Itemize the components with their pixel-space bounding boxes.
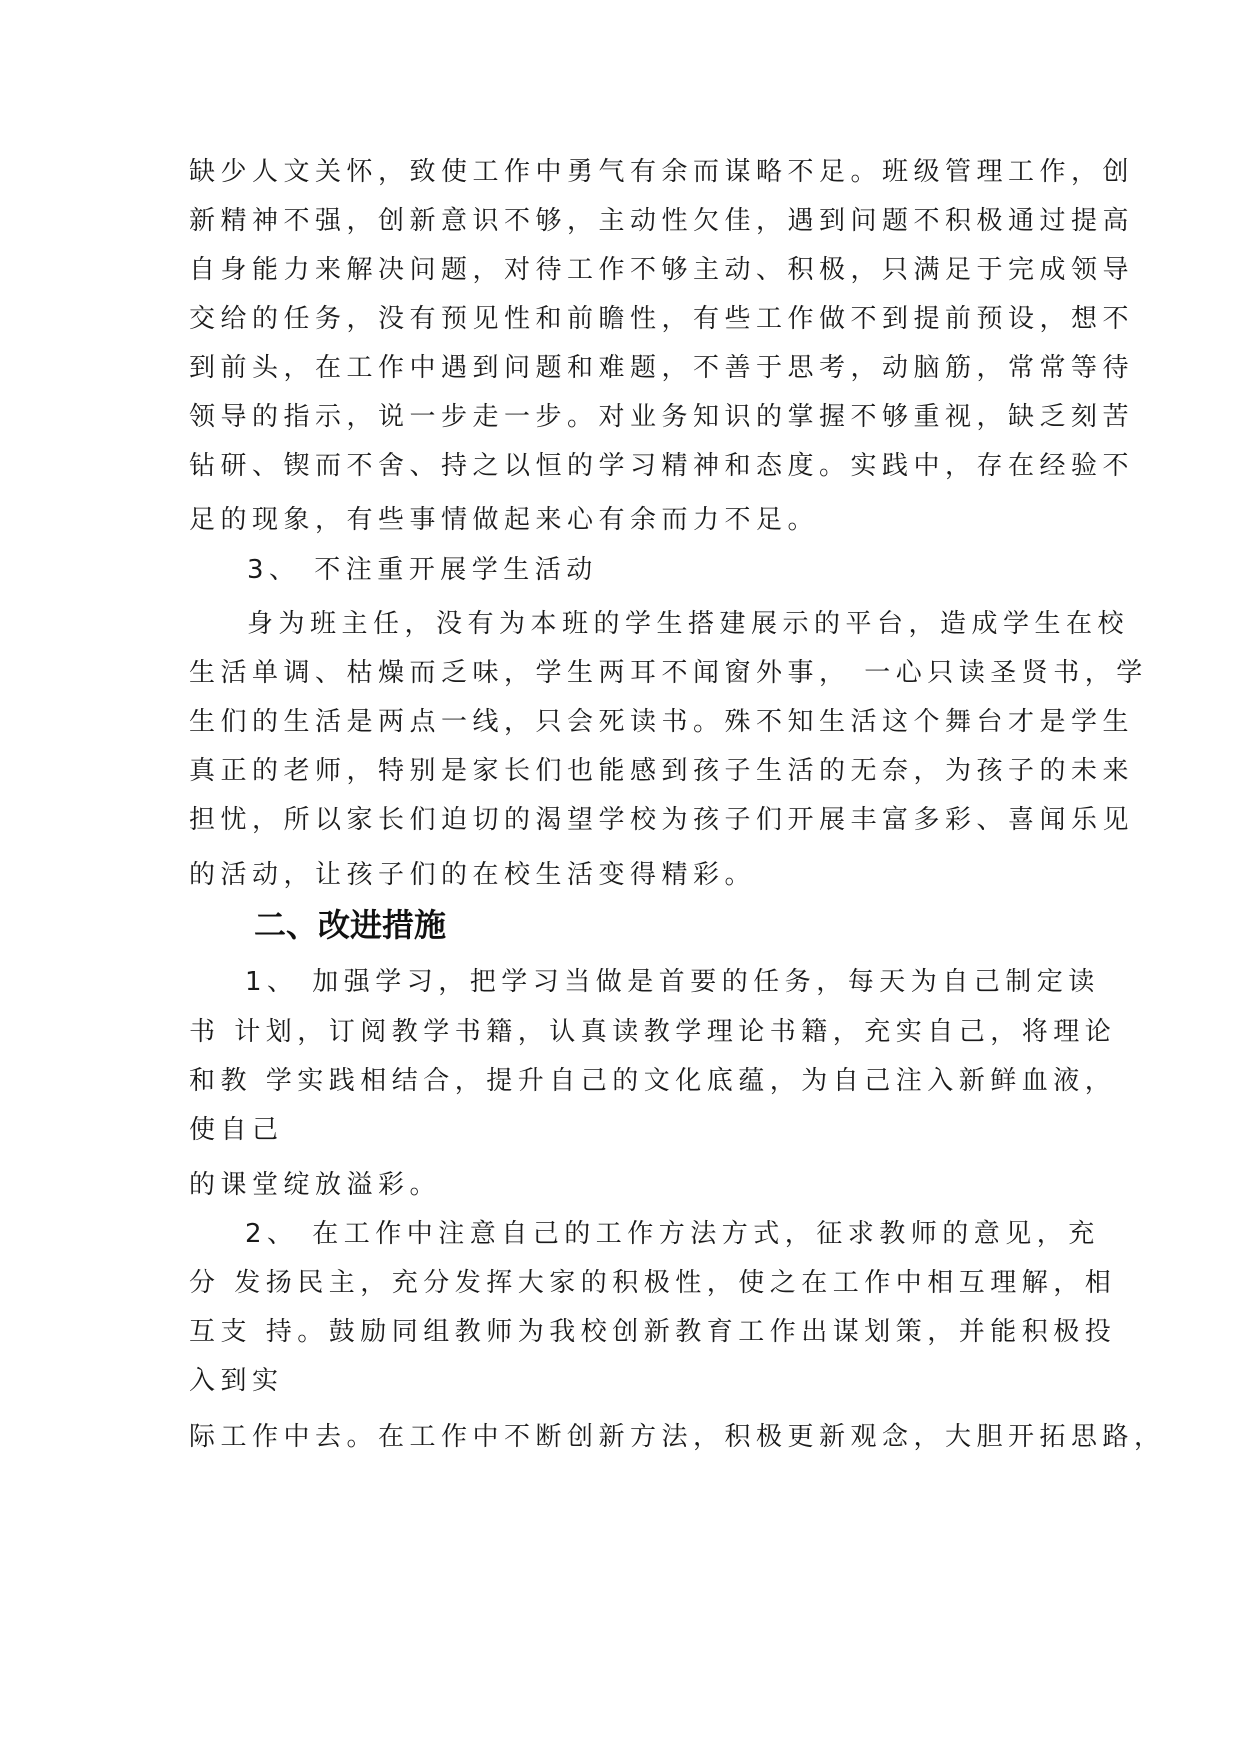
body-line: 担忧，所以家长们迫切的渴望学校为孩子们开展丰富多彩、喜闻乐见 <box>189 805 1135 835</box>
subsection-title: 3、 不注重开展学生活动 <box>247 555 598 585</box>
body-line: 身为班主任，没有为本班的学生搭建展示的平台，造成学生在校 <box>247 609 1130 639</box>
section-heading: 二、改进措施 <box>254 906 447 944</box>
body-line: 缺少人文关怀，致使工作中勇气有余而谋略不足。班级管理工作，创 <box>189 157 1135 187</box>
body-line: 际工作中去。在工作中不断创新方法，积极更新观念，大胆开拓思路， <box>189 1422 1166 1452</box>
body-line: 新精神不强，创新意识不够，主动性欠佳，遇到问题不积极通过提高 <box>189 206 1135 236</box>
body-line: 的活动，让孩子们的在校生活变得精彩。 <box>189 860 757 890</box>
body-line: 使自己 <box>189 1115 284 1145</box>
body-line: 真正的老师，特别是家长们也能感到孩子生活的无奈，为孩子的未来 <box>189 756 1135 786</box>
body-line: 生们的生活是两点一线，只会死读书。殊不知生活这个舞台才是学生 <box>189 707 1135 737</box>
body-line: 的课堂绽放溢彩。 <box>189 1170 442 1200</box>
body-line: 和教 学实践相结合，提升自己的文化底蕴，为自己注入新鲜血液， <box>189 1066 1117 1096</box>
body-line: 足的现象，有些事情做起来心有余而力不足。 <box>189 505 820 535</box>
body-line: 2、 在工作中注意自己的工作方法方式，征求教师的意见，充 <box>245 1219 1100 1249</box>
body-line: 分 发扬民主，充分发挥大家的积极性，使之在工作中相互理解，相 <box>189 1268 1117 1298</box>
body-line: 领导的指示，说一步走一步。对业务知识的掌握不够重视，缺乏刻苦 <box>189 402 1135 432</box>
body-line: 到前头，在工作中遇到问题和难题，不善于思考，动脑筋，常常等待 <box>189 353 1135 383</box>
body-line: 钻研、锲而不舍、持之以恒的学习精神和态度。实践中，存在经验不 <box>189 451 1135 481</box>
body-line: 书 计划，订阅教学书籍，认真读教学理论书籍，充实自己，将理论 <box>189 1017 1117 1047</box>
body-line: 交给的任务，没有预见性和前瞻性，有些工作做不到提前预设，想不 <box>189 304 1135 334</box>
body-line: 自身能力来解决问题，对待工作不够主动、积极，只满足于完成领导 <box>189 255 1135 285</box>
body-line: 互支 持。鼓励同组教师为我校创新教育工作出谋划策，并能积极投 <box>189 1317 1117 1347</box>
body-line: 生活单调、枯燥而乏味，学生两耳不闻窗外事， 一心只读圣贤书，学 <box>189 658 1148 688</box>
body-line: 1、 加强学习，把学习当做是首要的任务，每天为自己制定读 <box>245 967 1100 997</box>
body-line: 入到实 <box>189 1366 284 1396</box>
